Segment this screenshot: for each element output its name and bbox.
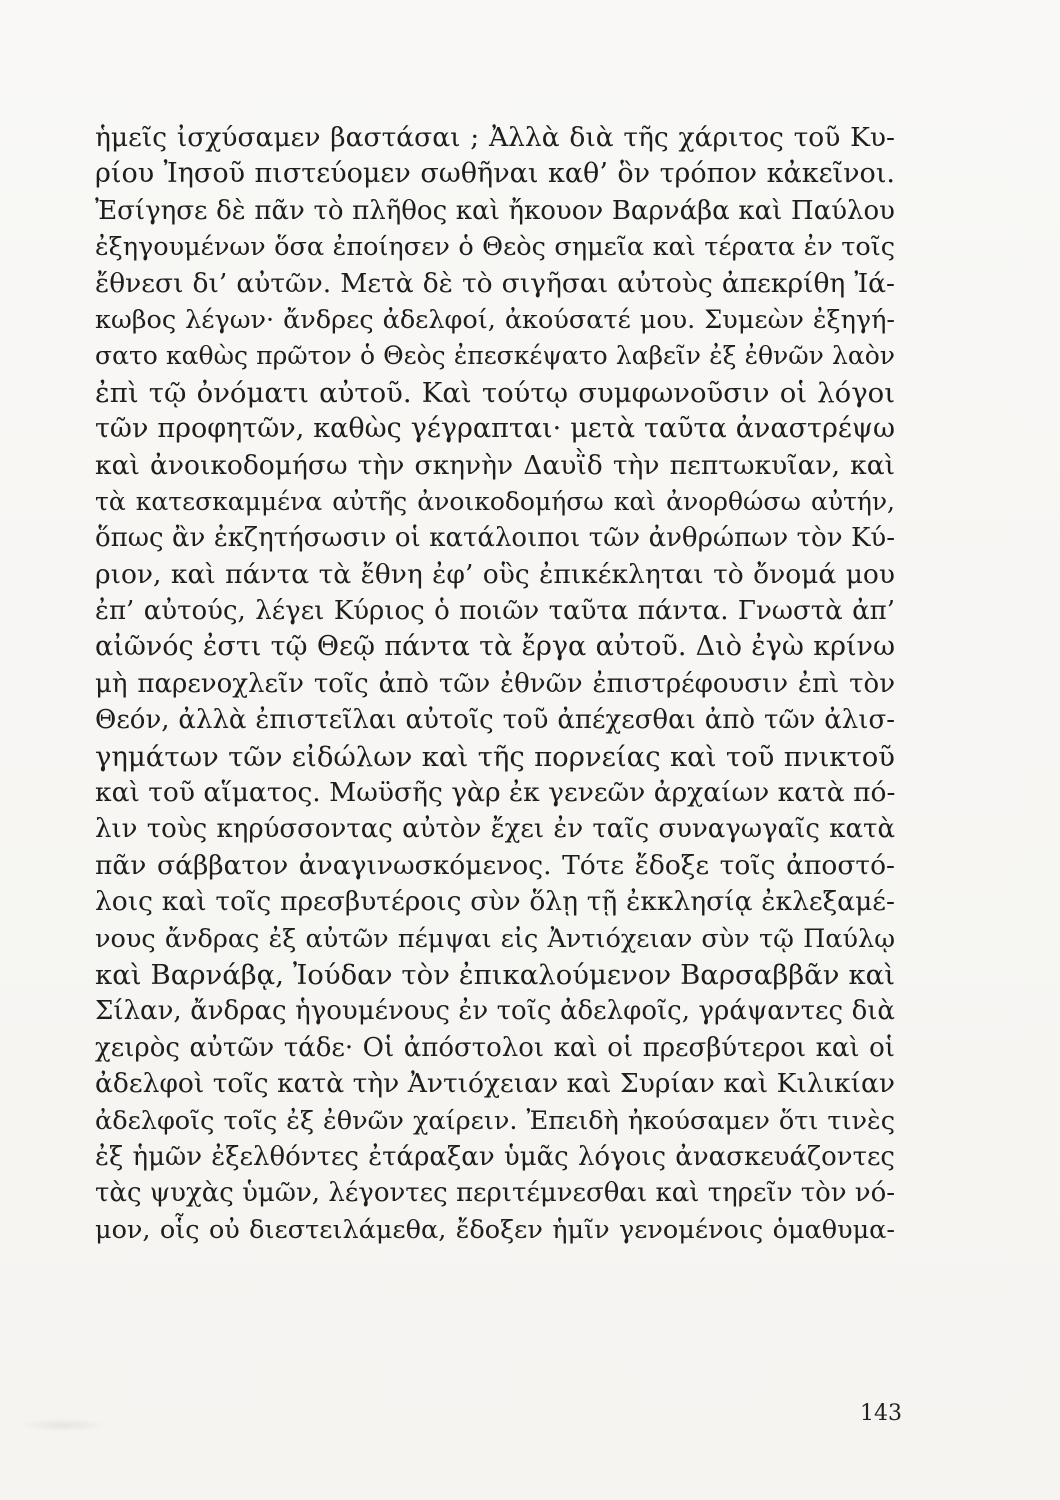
text-line: ἡμεῖς ἰσχύσαμεν βαστάσαι ; Ἀλλὰ διὰ τῆς χάριτος τοῦ Κυ- [95,122,895,153]
text-line: γημάτων τῶν εἰδώλων καὶ τῆς πορνείας καὶ τοῦ πνικτοῦ [95,740,895,773]
text-line: καὶ ἀνοικοδομήσω τὴν σκηνὴν Δαυῒδ τὴν πεπτωκυῖαν, καὶ [95,449,895,481]
text-line: αἰῶνός ἐστι τῷ Θεῷ πάντα τὰ ἔργα αὐτοῦ. Διὸ ἐγὼ κρίνω [95,631,895,663]
text-line: ἐπὶ τῷ ὀνόματι αὐτοῦ. Καὶ τούτῳ συμφωνοῦσιν οἱ λόγοι [95,376,895,409]
text-line: τὰς ψυχὰς ὑμῶν, λέγοντες περιτέμνεσθαι καὶ τηρεῖν τὸν νό- [95,1178,895,1209]
text-line: μον, οἷς οὐ διεστειλάμεθα, ἔδοξεν ἡμῖν γενομένοις ὁμαθυμα- [95,1214,895,1245]
text-line: καὶ τοῦ αἵματος. Μωϋσῆς γὰρ ἐκ γενεῶν ἀρχαίων κατὰ πό- [95,777,895,809]
text-line: κωβος λέγων· ἄνδρες ἀδελφοί, ἀκούσατέ μου. Συμεὼν ἐξηγή- [95,304,895,335]
text-line: ὅπως ἂν ἐκζητήσωσιν οἱ κατάλοιποι τῶν ἀνθρώπων τὸν Κύ- [95,523,895,554]
text-line: ἔθνεσι δι’ αὐτῶν. Μετὰ δὲ τὸ σιγῆσαι αὐτοὺς ἀπεκρίθη Ἰά- [95,267,895,299]
body-text [95,120,895,1248]
text-line: ἀδελφοῖς τοῖς ἐξ ἐθνῶν χαίρειν. Ἐπειδὴ ἠκούσαμεν ὅτι τινὲς [95,1105,895,1136]
text-line: ρίου Ἰησοῦ πιστεύομεν σωθῆναι καθ’ ὃν τρόπον κἀκεῖνοι. [95,158,895,190]
page-smudge [18,1418,108,1432]
text-line: τὰ κατεσκαμμένα αὐτῆς ἀνοικοδομήσω καὶ ἀνορθώσω αὐτήν, [95,486,895,516]
text-line: λοις καὶ τοῖς πρεσβυτέροις σὺν ὅλῃ τῇ ἐκκλησίᾳ ἐκλεξαμέ- [95,886,895,918]
text-line: Σίλαν, ἄνδρας ἡγουμένους ἐν τοῖς ἀδελφοῖς, γράψαντες διὰ [95,996,895,1027]
text-line: ἐπ’ αὐτούς, λέγει Κύριος ὁ ποιῶν ταῦτα πάντα. Γνωστὰ ἀπ’ [95,596,895,627]
text-line: ἐξηγουμένων ὅσα ἐποίησεν ὁ Θεὸς σημεῖα καὶ τέρατα ἐν τοῖς [95,232,895,263]
text-line: Θεόν, ἀλλὰ ἐπιστεῖλαι αὐτοῖς τοῦ ἀπέχεσθαι ἀπὸ τῶν ἀλισ- [95,705,895,736]
text-line: χειρὸς αὐτῶν τάδε· Οἱ ἀπόστολοι καὶ οἱ πρεσβύτεροι καὶ οἱ [95,1032,895,1063]
text-line: νους ἄνδρας ἐξ αὐτῶν πέμψαι εἰς Ἀντιόχειαν σὺν τῷ Παύλῳ [95,923,895,954]
text-line: ριον, καὶ πάντα τὰ ἔθνη ἐφ’ οὓς ἐπικέκληται τὸ ὄνομά μου [95,558,895,590]
text-line: πᾶν σάββατον ἀναγινωσκόμενος. Τότε ἔδοξε τοῖς ἀποστό- [95,849,895,881]
page-number: 143 [860,1401,902,1426]
text-line: ἐξ ἡμῶν ἐξελθόντες ἐτάραξαν ὑμᾶς λόγοις ἀνασκευάζοντες [95,1141,895,1172]
text-line: λιν τοὺς κηρύσσοντας αὐτὸν ἔχει ἐν ταῖς συναγωγαῖς κατὰ [95,814,895,845]
text-line: καὶ Βαρνάβᾳ, Ἰούδαν τὸν ἐπικαλούμενον Βαρσαββᾶν καὶ [95,958,895,991]
text-line: σατο καθὼς πρῶτον ὁ Θεὸς ἐπεσκέψατο λαβεῖν ἐξ ἐθνῶν λαὸν [95,341,895,371]
text-line: ἀδελφοὶ τοῖς κατὰ τὴν Ἀντιόχειαν καὶ Συρίαν καὶ Κιλικίαν [95,1068,895,1100]
text-line: Ἐσίγησε δὲ πᾶν τὸ πλῆθος καὶ ἤκουον Βαρνάβα καὶ Παύλου [95,195,895,226]
text-line: μὴ παρενοχλεῖν τοῖς ἀπὸ τῶν ἐθνῶν ἐπιστρέφουσιν ἐπὶ τὸν [95,668,895,699]
text-line: τῶν προφητῶν, καθὼς γέγραπται· μετὰ ταῦτα ἀναστρέψω [95,413,895,445]
